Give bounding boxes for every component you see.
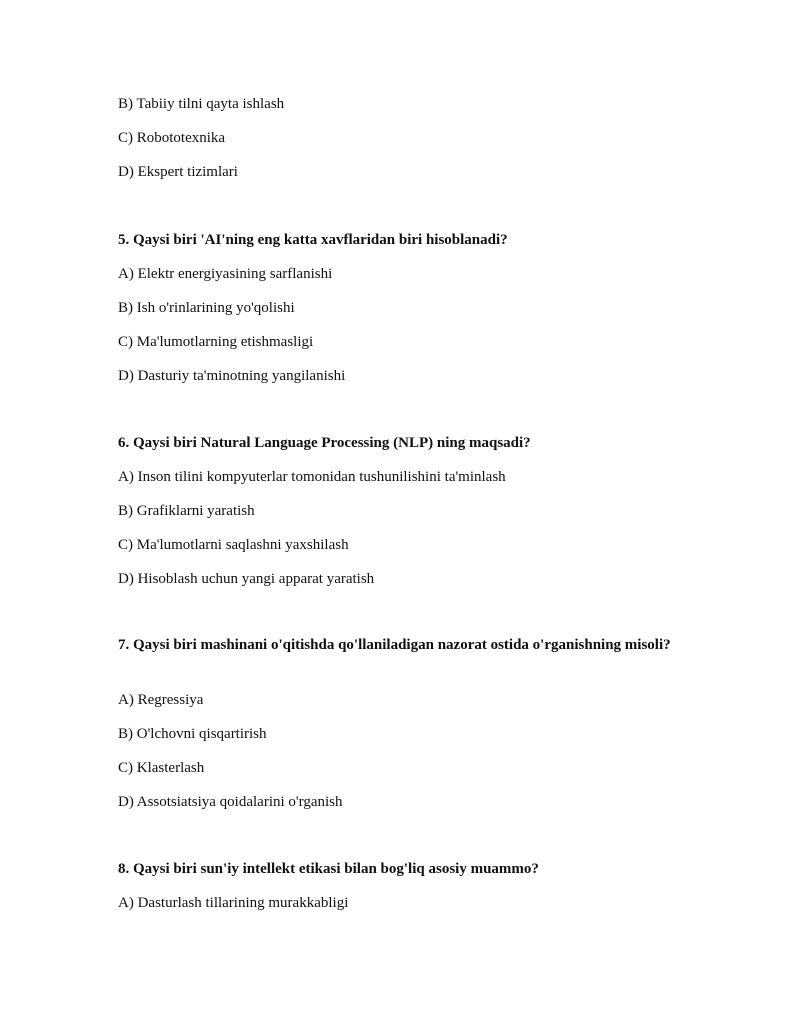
q8-option-a: A) Dasturlash tillarining murakkabligi (118, 895, 349, 911)
q7-option-c: C) Klasterlash (118, 760, 205, 776)
q5-option-a: A) Elektr energiyasining sarflanishi (118, 266, 333, 282)
q6-option-c: C) Ma'lumotlarni saqlashni yaxshilash (118, 537, 349, 553)
q6-option-d: D) Hisoblash uchun yangi apparat yaratish (118, 571, 375, 587)
question-8: 8. Qaysi biri sun'iy intellekt etikasi bilan bog'liq asosiy muammo? (118, 861, 539, 877)
q5-option-c: C) Ma'lumotlarning etishmasligi (118, 334, 314, 350)
q7-option-a: A) Regressiya (118, 692, 204, 708)
q6-option-b: B) Grafiklarni yaratish (118, 503, 255, 519)
q5-option-d: D) Dasturiy ta'minotning yangilanishi (118, 368, 346, 384)
q7-option-d: D) Assotsiatsiya qoidalarini o'rganish (118, 794, 343, 810)
question-6: 6. Qaysi biri Natural Language Processing (NLP) ning maqsadi? (118, 435, 531, 451)
question-5: 5. Qaysi biri 'AI'ning eng katta xavflaridan biri hisoblanadi? (118, 232, 508, 248)
question-7: 7. Qaysi biri mashinani o'qitishda qo'llaniladigan nazorat ostida o'rganishning misoli? (118, 637, 671, 653)
q5-option-b: B) Ish o'rinlarining yo'qolishi (118, 300, 295, 316)
q6-option-a: A) Inson tilini kompyuterlar tomonidan tushunilishini ta'minlash (118, 469, 506, 485)
prev-option-d: D) Ekspert tizimlari (118, 164, 238, 180)
prev-option-b: B) Tabiiy tilni qayta ishlash (118, 96, 285, 112)
q7-option-b: B) O'lchovni qisqartirish (118, 726, 267, 742)
prev-option-c: C) Robototexnika (118, 130, 226, 146)
